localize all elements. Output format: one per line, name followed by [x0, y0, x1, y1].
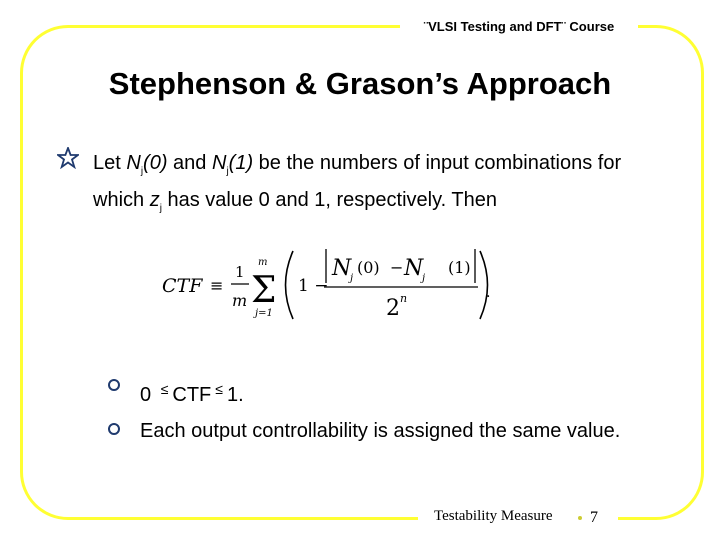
- formula-equiv: ≡: [210, 276, 224, 295]
- footer-label: Testability Measure: [434, 508, 553, 524]
- formula-j1: j: [422, 273, 426, 284]
- intro-zj: j: [159, 203, 162, 214]
- page-number: 7: [590, 509, 598, 526]
- intro-arg1: (1): [228, 152, 254, 174]
- bullet-icon-2: [108, 423, 120, 435]
- formula-n1: N: [404, 256, 424, 281]
- formula-zero: (0): [357, 258, 380, 277]
- formula-n: n: [400, 292, 408, 305]
- intro-rest1: be the numbers of input combinations for which: [93, 152, 622, 211]
- range-zero: 0: [140, 384, 152, 406]
- range-one: 1.: [226, 384, 244, 406]
- formula-j0: j: [350, 273, 354, 284]
- range-ctf: CTF: [172, 384, 212, 406]
- formula-sum-bottom: j=1: [255, 308, 273, 319]
- bullet-output-controllability: Each output controllability is assigned the same value.: [140, 420, 621, 442]
- intro-arg0: (0): [143, 152, 168, 174]
- formula-two: 2: [386, 296, 400, 321]
- slide-title: Stephenson & Grason’s Approach: [108, 66, 612, 101]
- star-bullet-icon: [57, 147, 79, 169]
- intro-let: Let: [93, 152, 127, 174]
- ctf-formula: [160, 245, 505, 327]
- formula-one-paren: (1): [448, 258, 471, 277]
- range-leq-1: ≤: [160, 381, 169, 397]
- formula-one: 1: [235, 263, 245, 281]
- footer-dot: [578, 516, 582, 520]
- formula-minus: 1 −: [298, 276, 329, 296]
- intro-rest2: has value 0 and 1, respectively. Then: [161, 189, 497, 211]
- range-leq-2: ≤: [215, 381, 223, 397]
- intro-j0: j: [140, 166, 144, 177]
- intro-and: and: [167, 152, 212, 174]
- formula-lhs: CTF: [162, 275, 203, 297]
- footer: [418, 505, 618, 533]
- formula-n0: N: [332, 256, 352, 281]
- intro-j1: j: [226, 166, 229, 177]
- bullet-icon-1: [108, 379, 120, 391]
- formula-sigma: Σ: [251, 270, 277, 311]
- intro-n1: N: [211, 152, 227, 174]
- formula-m: m: [232, 291, 248, 310]
- intro-z: z: [149, 189, 160, 211]
- bullet-ctf-range: [140, 381, 244, 407]
- formula-period: .: [486, 285, 491, 301]
- intro-paragraph: [93, 149, 653, 223]
- intro-n0: N: [126, 152, 141, 174]
- formula-minus2: −: [390, 258, 404, 277]
- formula-sum-top: m: [258, 257, 268, 268]
- course-header: ¨VLSI Testing and DFT¨ Course: [400, 16, 638, 37]
